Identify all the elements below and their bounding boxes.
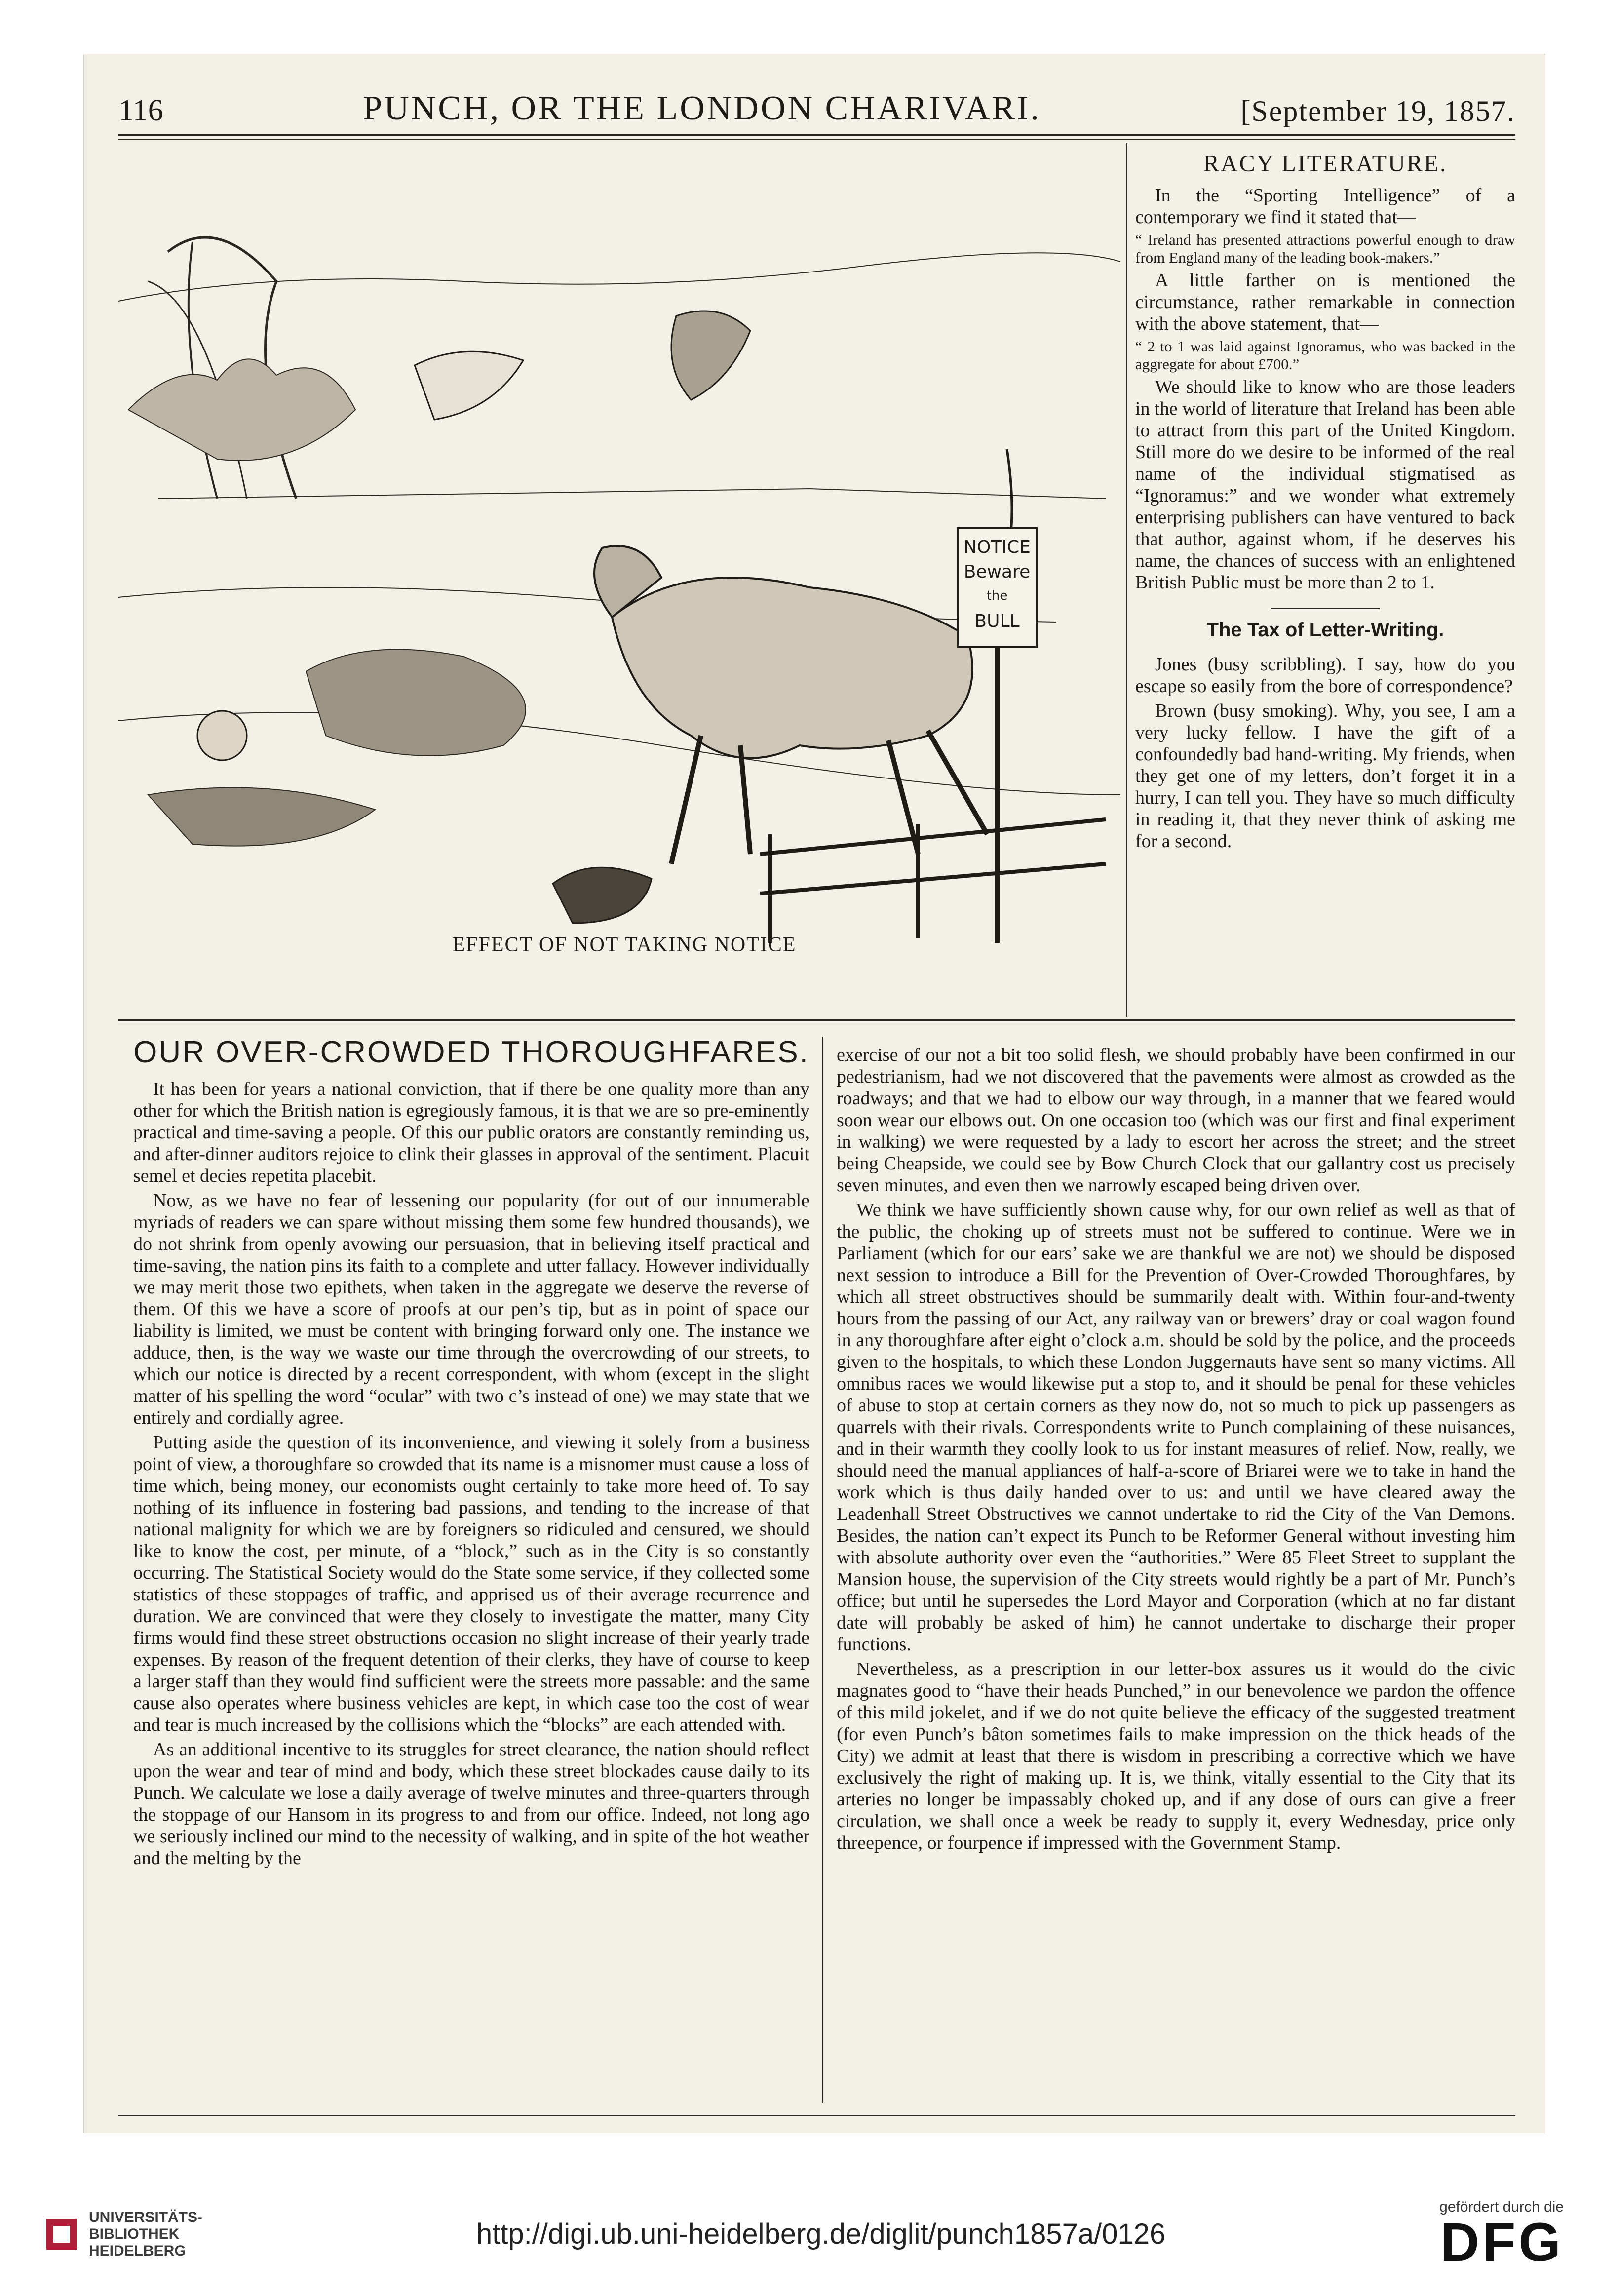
section-rule xyxy=(118,1019,1515,1021)
column-divider-top xyxy=(1126,143,1127,1017)
issue-date: [September 19, 1857. xyxy=(1240,95,1515,127)
racy-heading: RACY LITERATURE. xyxy=(1203,151,1448,177)
article-left-paragraph-1: It has been for years a national conviction, that if there be one quality more than any other for which the British nation is egregiously famous, it is that we are so pre-eminently practical and time-saving a people. Of this our public orators are constantly reminding us, and after-dinner auditors rejoice to clink their glasses in approval of the sentiment. Placuit semel et decies repetita placebit. xyxy=(133,1079,809,1186)
funder-name: DFG xyxy=(1440,2212,1564,2273)
article-left-paragraph-3: Putting aside the question of its inconvenience, and viewing it solely from a business point of view, a thoroughfare so crowded that its name is a misnomer must cause a loss of time which, being money, our economists ought certainly to take more heed of. To say nothing of its influence in fostering bad passions, and tending to the increase of that national malignity for which we are by foreigners so ridiculed and censured, we should like to know the cost, per minute, of a “block,” such as in the City is so constantly occurring. The Statistical Society would do the State some service, if they collected some statistics of these stoppages of traffic, and apprised us of their average recurrence and duration. We are convinced that were they closely to investigate the matter, many City firms would find these street obstructions occasion no slight increase of their yearly trade expenses. By reason of the frequent detention of their clerks, they have of course to keep a larger staff than they would find sufficient were the streets more passable: and the same cause also operates where business vehicles are kept, in which case too the cost of wear and tear is much increased by the collisions which the “blocks” are each attended with. xyxy=(133,1432,809,1735)
article-left-paragraph-4: As an additional incentive to its struggles for street clearance, the nation should reflect upon the wear and tear of mind and body, which these street blockades cause daily to its Punch. We calculate we lose a daily average of twelve minutes and three-quarters through the stoppage of our Hansom in its progress to and from our office. Indeed, not long ago we seriously inclined our mind to the necessity of walking, and in spite of the hot weather and the melting by the xyxy=(133,1739,809,1868)
racy-paragraph-3: We should like to know who are those leaders in the world of literature that Ireland has been able to attract from this part of the United Kingdom. Still more do we desire to be informed of the real name of the individual stigmatised as “Ignoramus:” and we wonder what extremely enterprising publishers can have ventured to back that author, against whom, if he deserves his name, the chances of success with an enlightened British Public must be more than 2 to 1. xyxy=(1135,377,1515,593)
racy-quote-2: “ 2 to 1 was laid against Ignoramus, who was backed in the aggregate for about £700.” xyxy=(1135,338,1515,373)
article-right-paragraph-2: We think we have sufficiently shown cause why, for our own relief as well as that of the public, the choking up of streets must not be suffered to continue. Were we in Parliament (which for our ears’ sake we are thankful we are not) we should be disposed next session to introduce a Bill for the Prevention of Over-Crowded Thoroughfares, by which all street obstructives should be summarily dealt with. Within four-and-twenty hours from the passing of our Act, any railway van or brewers’ dray or coal wagon found in any thoroughfare after eight o’clock a.m. should be sold by the police, and the proceeds given to the hospitals, to which these London Juggernauts have sent so many victims. All omnibus races we would likewise put a stop to, and it should be penal for these vehicles of abuse to stop at certain corners as they now do, not so much to pick up passengers as quarrels with their rivals. Correspondents write to Punch complaining of these nuisances, and in their warmth they coolly look to us for instant measures of relief. Now, really, we should need the manual appliances of half-a-score of Briarei were we to take in hand the work which is thus daily handed over to us: and until we have cleared away the Leadenhall Street Obstructives we cannot undertake to rid the City of the Van Demons. Besides, the nation can’t expect its Punch to be Reformer General without investing him with absolute authority over even the “authorities.” Were 85 Fleet Street to supplant the Mansion house, the supervision of the City streets would rightly be a part of Mr. Punch’s office; but until he supersedes the Lord Mayor and Corporation (which at no far distant date will probably be asked of him) he cannot undertake to discharge their proper functions. xyxy=(837,1200,1515,1655)
library-logo[interactable] xyxy=(44,2209,202,2259)
article-right-paragraph-1: exercise of our not a bit too solid flesh, we should probably have been confirmed in our pedestrianism, had we not discovered that the pavements were almost as crowded as the roadways; and that we had to elbow our way through, in a manner that we feared would soon wear our elbows out. On one occasion too (which was our first and final experiment in walking) we were requested by a lady to escort her across the street; and the street being Cheapside, we could see by Bow Church Clock that our gallantry cost us precisely seven minutes, and even then we narrowly escaped being driven over. xyxy=(837,1045,1515,1196)
sign-line-1: NOTICE xyxy=(963,537,1031,557)
bottom-rule xyxy=(118,2115,1515,2116)
library-seal-icon xyxy=(44,2217,79,2252)
digitization-footer xyxy=(0,2172,1618,2296)
tax-paragraph-2: Brown (busy smoking). Why, you see, I am a very lucky fellow. I have the gift of a confoundedly bad hand-writing. My friends, when they get one of my letters, don’t forget it in a hurry, I can tell you. They have so much difficulty in reading it, that they never think of asking me for a second. xyxy=(1135,700,1515,852)
page-header xyxy=(118,69,1515,128)
sign-line-4: BULL xyxy=(974,611,1020,631)
article-right-column xyxy=(837,1044,1515,1857)
header-rule-thin xyxy=(118,139,1515,140)
article-left-paragraph-2: Now, as we have no fear of lessening our popularity (for out of our innumerable myriads of readers we can spare without missing them some few hundred thousands), we do not shrink from openly avowing our persuasion, that in believing itself practical and time-saving, the nation pins its faith to a complete and utter fallacy. However individually we may merit those two epithets, when taken in the aggregate we deserve the reverse of them. Of this we have a score of proofs at our pen’s tip, but as in point of space our liability is limited, we must be content with bringing forward only one. The instance we adduce, then, is the way we waste our time through the overcrowding of our streets, to which our notice is directed by a recent correspondent, with whom (except in the slight matter of his spelling the word “ocular” with two c’s instead of one) we may state that we entirely and cordially agree. xyxy=(133,1190,809,1428)
sign-line-2: Beware xyxy=(963,562,1031,582)
racy-literature-column xyxy=(1135,153,1515,855)
source-url-link[interactable]: http://digi.ub.uni-heidelberg.de/diglit/punch1857a/0126 xyxy=(476,2218,1166,2250)
racy-paragraph-1: In the “Sporting Intelligence” of a contemporary we find it stated that— xyxy=(1135,185,1515,228)
library-line-3: HEIDELBERG xyxy=(89,2242,186,2259)
section-divider xyxy=(1271,608,1380,609)
tax-heading: The Tax of Letter-Writing. xyxy=(1206,619,1444,641)
column-divider-bottom xyxy=(822,1037,823,2103)
sign-line-3: the xyxy=(986,588,1008,603)
tax-paragraph-1: Jones (busy scribbling). I say, how do you escape so easily from the bore of correspondence? xyxy=(1135,654,1515,697)
racy-paragraph-2: A little farther on is mentioned the circumstance, rather remarkable in connection with the above statement, that— xyxy=(1135,270,1515,334)
article-heading: OUR OVER-CROWDED THOROUGHFARES. xyxy=(133,1035,809,1069)
racy-quote-1: “ Ireland has presented attractions powerful enough to draw from England many of the leading book-makers.” xyxy=(1135,231,1515,266)
library-line-2: BIBLIOTHEK xyxy=(89,2225,180,2242)
funder-logo[interactable] xyxy=(1439,2198,1564,2273)
masthead-title: PUNCH, OR THE LONDON CHARIVARI. xyxy=(363,89,1041,127)
illustration-bull-scene xyxy=(118,153,1120,958)
illustration-caption: EFFECT OF NOT TAKING NOTICE xyxy=(452,934,797,956)
article-right-paragraph-3: Nevertheless, as a prescription in our letter-box assures us it would do the civic magnates good to “have their heads Punched,” in our benevolence we pardon the offence of this mild jokelet, and if we do not quite believe the efficacy of the suggested treatment (for even Punch’s bâton sometimes fails to make impression on the thick heads of the City) we admit at least that there is wisdom in prescribing a corrective which we have exclusively the right of making up. It is, we think, vitally essential to the City that its arteries no longer be impassably choked up, and if any dose of ours can give a freer circulation, we shall once a week be ready to supply it, every Wednesday, price only threepence, or fourpence if impressed with the Government Stamp. xyxy=(837,1659,1515,1853)
header-rule xyxy=(118,134,1515,136)
library-line-1: UNIVERSITÄTS- xyxy=(89,2209,203,2225)
newspaper-page xyxy=(84,54,1545,2133)
article-left-column xyxy=(133,1035,809,1872)
funder-label: gefördert durch die xyxy=(1439,2198,1564,2215)
page-number: 116 xyxy=(118,94,163,127)
